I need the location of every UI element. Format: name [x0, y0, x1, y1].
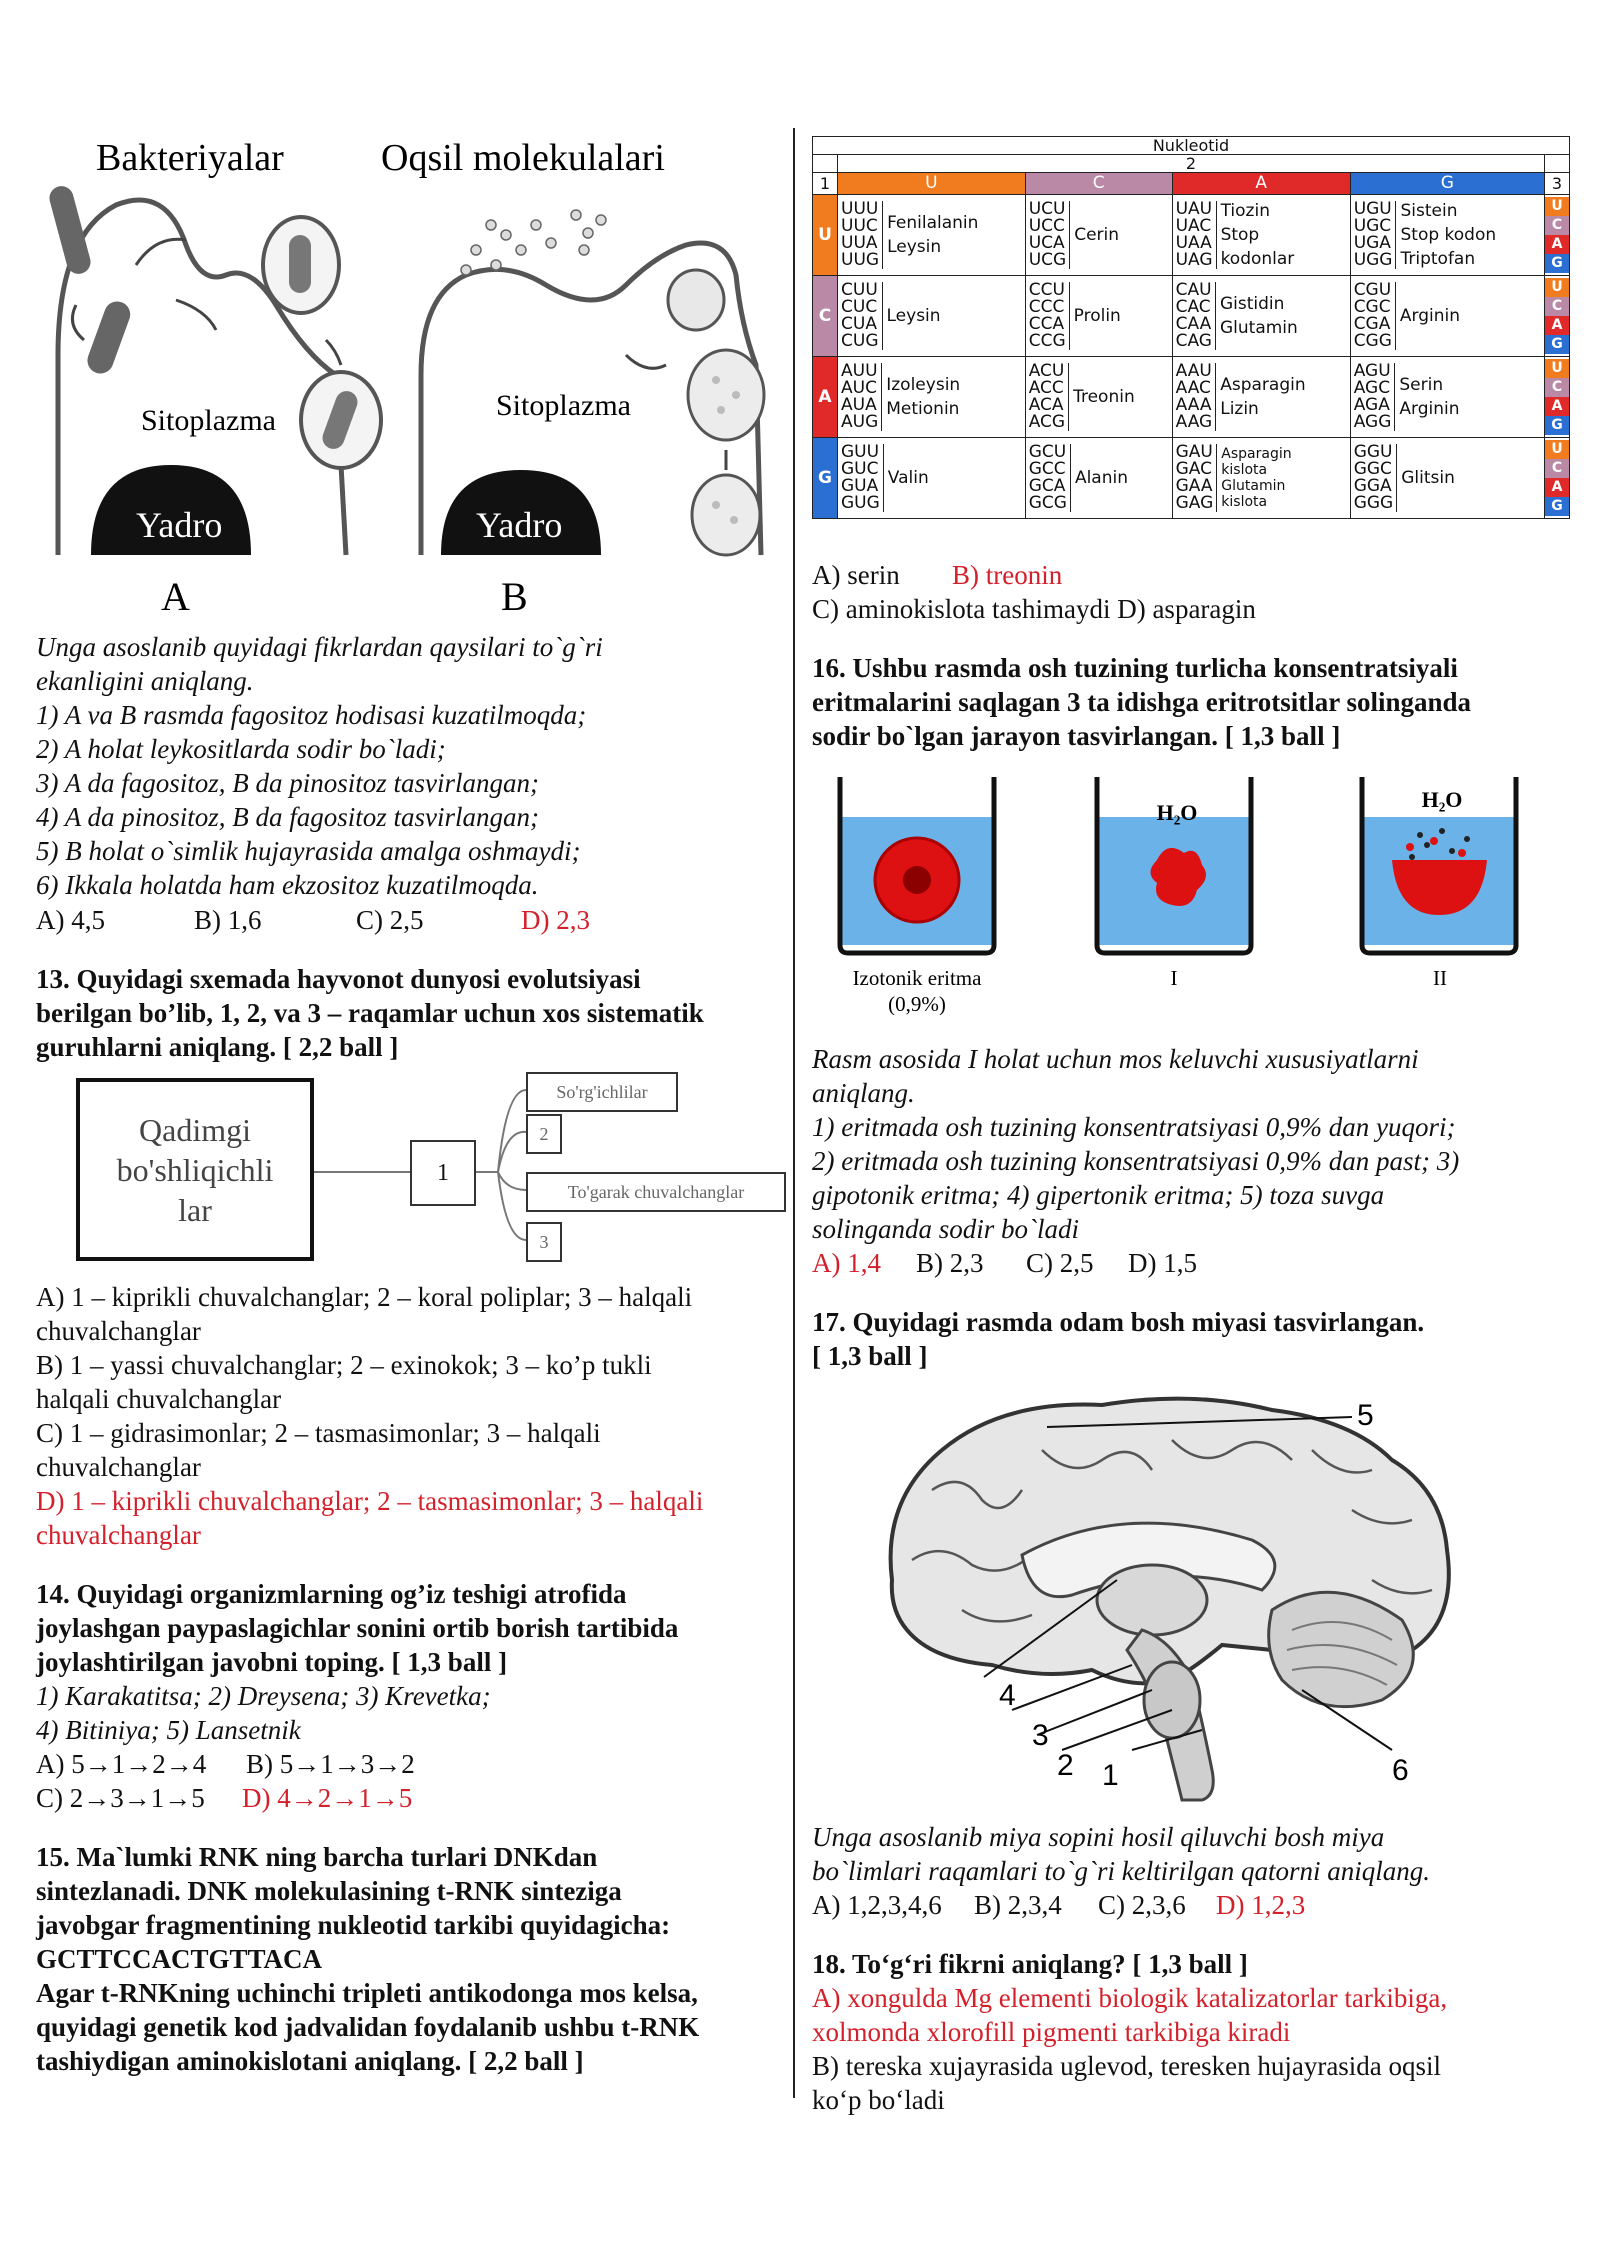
- codon: GUG: [841, 493, 880, 513]
- beaker1-label: Izotonik eritma: [852, 966, 982, 990]
- q17-prompt: bo`limlari raqamlari to`g`ri keltirilgan qatorni aniqlang.: [812, 1856, 1431, 1886]
- codon: UCA: [1028, 233, 1065, 253]
- third-base: G: [1545, 497, 1569, 516]
- codon: UUA: [841, 233, 878, 253]
- q16-option-a-correct: A) 1,4: [812, 1248, 881, 1278]
- codon: CGG: [1353, 331, 1392, 351]
- q13-title: guruhlarni aniqlang. [ 2,2 ball ]: [36, 1032, 399, 1062]
- codon-table-row: [813, 357, 1570, 438]
- brain-figure: [872, 1380, 1512, 1810]
- q17-prompt: Unga asoslanib miya sopini hosil qiluvchi bosh miya: [812, 1822, 1385, 1852]
- codon: AGU: [1353, 361, 1391, 381]
- row-first-base: G: [813, 438, 838, 519]
- codon: GGA: [1353, 476, 1392, 496]
- col-head-g: G: [1350, 173, 1544, 195]
- codon: GCA: [1028, 476, 1066, 496]
- h2o-label-1: H₂O: [1156, 800, 1198, 825]
- diagram-root-box: [76, 1078, 314, 1261]
- row-first-base: U: [813, 195, 838, 276]
- q13-option-d-cont: chuvalchanglar: [36, 1520, 201, 1550]
- amino-acid: Arginin: [1399, 399, 1460, 419]
- q13-option-b: B) 1 – yassi chuvalchanglar; 2 – exinokok; 3 – ko’p tukli: [36, 1350, 652, 1380]
- amino-acid: Leysin: [886, 306, 941, 326]
- codon: AUC: [841, 378, 877, 398]
- q14-title: joylashgan paypaslagichlar sonini ortib borish tartibida: [36, 1613, 679, 1643]
- q16-title: sodir bo`lgan jarayon tasvirlangan. [ 1,3 ball ]: [812, 721, 1341, 751]
- codon: GCU: [1028, 442, 1067, 462]
- q17-option-a: A) 1,2,3,4,6: [812, 1890, 942, 1920]
- q16-prompt: 1) eritmada osh tuzining konsentratsiyasi 0,9% dan yuqori;: [812, 1112, 1456, 1142]
- third-base: C: [1545, 216, 1569, 235]
- q16-prompt: aniqlang.: [812, 1078, 915, 1108]
- amino-acid: Serin: [1399, 375, 1444, 395]
- codon: AGA: [1353, 395, 1390, 415]
- beaker1-sublabel: (0,9%): [888, 992, 946, 1015]
- amino-acid: kislota: [1221, 494, 1268, 510]
- third-base: U: [1545, 440, 1569, 459]
- codon-cell: [1172, 276, 1350, 357]
- q15-text: quyidagi genetik kod jadvalidan foydalanib ushbu t-RNK: [36, 2012, 700, 2042]
- amino-acid: Lizin: [1220, 399, 1259, 419]
- brain-label-6: 6: [1392, 1754, 1409, 1787]
- q12-option-b: B) 1,6: [194, 905, 262, 935]
- codon-cell: [1172, 195, 1350, 276]
- q14-option-a: A) 5→1→2→4: [36, 1749, 207, 1779]
- amino-acid: Metionin: [886, 399, 960, 419]
- codon: UCG: [1028, 250, 1067, 270]
- codon: ACG: [1028, 412, 1066, 432]
- table-header: Nukleotid: [813, 137, 1570, 155]
- codon-cell: [1172, 357, 1350, 438]
- column-divider: [793, 128, 795, 2098]
- table-pos1: 1: [813, 173, 838, 195]
- row-first-base: C: [813, 276, 838, 357]
- codon: UGC: [1353, 216, 1392, 236]
- q18-option-b-cont: ko‘p bo‘ladi: [812, 2085, 945, 2115]
- codon: CUG: [841, 331, 879, 351]
- q13-option-a: A) 1 – kiprikli chuvalchanglar; 2 – koral poliplar; 3 – halqali: [36, 1282, 693, 1312]
- third-base: G: [1545, 335, 1569, 354]
- row-third-bases: [1545, 357, 1570, 438]
- codon: CUA: [841, 314, 877, 334]
- q12-statement: 6) Ikkala holatda ham ekzositoz kuzatilmoqda.: [36, 870, 539, 900]
- q15-option-a: A) serin: [812, 560, 900, 590]
- root-text-line: Qadimgi: [139, 1111, 251, 1148]
- row-first-base: A: [813, 357, 838, 438]
- beaker2-label: I: [1170, 966, 1178, 990]
- q12-statement: 5) B holat o`simlik hujayrasida amalga oshmaydi;: [36, 836, 581, 866]
- codon-cell: [1350, 438, 1544, 519]
- brain-label-4: 4: [999, 1679, 1016, 1712]
- codon: GUC: [841, 459, 879, 479]
- q13-title: berilgan bo’lib, 1, 2, va 3 – raqamlar uchun xos sistematik: [36, 998, 704, 1028]
- codon: CGC: [1353, 297, 1391, 317]
- codon-cell: [1172, 438, 1350, 519]
- codon: UGG: [1353, 250, 1393, 270]
- q12-statement: 4) A da pinositoz, B da fagositoz tasvirlangan;: [36, 802, 540, 832]
- codon: GCC: [1028, 459, 1066, 479]
- amino-acid: Glutamin: [1221, 478, 1286, 494]
- codon: GAA: [1175, 476, 1213, 496]
- codon: AAG: [1175, 412, 1213, 432]
- third-base: A: [1545, 397, 1569, 416]
- third-base: C: [1545, 459, 1569, 478]
- amino-acid: Arginin: [1399, 306, 1461, 326]
- q13-option-a-cont: chuvalchanglar: [36, 1316, 201, 1346]
- codon-cell: [1350, 357, 1544, 438]
- cytoplasm-label-b: Sitoplazma: [496, 389, 631, 422]
- q16-option-b: B) 2,3: [916, 1248, 984, 1278]
- q16-prompt: Rasm asosida I holat uchun mos keluvchi xususiyatlarni: [812, 1044, 1419, 1074]
- figure-label-b: B: [501, 574, 528, 619]
- codon: GCG: [1028, 493, 1067, 513]
- amino-acid: Izoleysin: [886, 375, 961, 395]
- codon-cell: [838, 438, 1026, 519]
- third-base: A: [1545, 235, 1569, 254]
- q15-option-b-correct: B) treonin: [952, 560, 1063, 590]
- q14-title: joylashtirilgan javobni toping. [ 1,3 ball ]: [36, 1647, 508, 1677]
- brain-label-2: 2: [1057, 1749, 1074, 1782]
- codon: UAA: [1175, 233, 1212, 253]
- q16-prompt: 2) eritmada osh tuzining konsentratsiyasi 0,9% dan past; 3): [812, 1146, 1460, 1176]
- q12-option-d-correct: D) 2,3: [521, 905, 590, 935]
- codon: UAG: [1175, 250, 1213, 270]
- q15-dna-sequence: GCTTCCACTGTTACA: [36, 1944, 323, 1974]
- codon-cell: [1350, 195, 1544, 276]
- codon: CAA: [1175, 314, 1212, 334]
- codon: AGC: [1353, 378, 1391, 398]
- amino-acid: Leysin: [887, 237, 942, 257]
- q15-text: 15. Ma`lumki RNK ning barcha turlari DNKdan: [36, 1842, 598, 1872]
- amino-acid: Prolin: [1073, 306, 1121, 326]
- col-head-u: U: [838, 173, 1026, 195]
- codon: UAU: [1175, 199, 1213, 219]
- codon: ACC: [1028, 378, 1064, 398]
- diagram-leaf-sorgichlilar: So'rg'ichlilar: [526, 1072, 678, 1112]
- q14-option-c: C) 2→3→1→5: [36, 1783, 205, 1813]
- codon: AUG: [841, 412, 879, 432]
- codon: ACA: [1028, 395, 1064, 415]
- codon-cell: [1025, 276, 1172, 357]
- col-head-a: A: [1172, 173, 1350, 195]
- amino-acid: kislota: [1221, 462, 1268, 478]
- row-third-bases: [1545, 276, 1570, 357]
- q12-statement: 1) A va B rasmda fagositoz hodisasi kuzatilmoqda;: [36, 700, 587, 730]
- q12-option-c: C) 2,5: [356, 905, 424, 935]
- amino-acid: Asparagin: [1220, 375, 1306, 395]
- codon-cell: [838, 357, 1026, 438]
- q16-prompt: gipotonik eritma; 4) gipertonik eritma; 5) toza suvga: [812, 1180, 1385, 1210]
- amino-acid: kodonlar: [1220, 249, 1295, 269]
- figure-label-a: A: [161, 574, 190, 619]
- q12-prompt-line1: Unga asoslanib quyidagi fikrlardan qaysilari to`g`ri: [36, 632, 603, 662]
- q13-option-d-correct: D) 1 – kiprikli chuvalchanglar; 2 – tasmasimonlar; 3 – halqali: [36, 1486, 704, 1516]
- fig-title-bacteria: Bakteriyalar: [96, 137, 284, 179]
- q14-option-b: B) 5→1→3→2: [246, 1749, 415, 1779]
- codon: CUU: [841, 280, 878, 300]
- codon: UGU: [1353, 199, 1392, 219]
- brain-label-3: 3: [1032, 1719, 1049, 1752]
- codon: AAU: [1175, 361, 1212, 381]
- codon: AUU: [841, 361, 878, 381]
- codon: GAC: [1175, 459, 1212, 479]
- third-base: C: [1545, 378, 1569, 397]
- codon-cell: [1025, 195, 1172, 276]
- amino-acid: Asparagin: [1221, 446, 1292, 462]
- codon: GAU: [1175, 442, 1213, 462]
- diagram-node-1: 1: [410, 1140, 476, 1206]
- q16-option-c: C) 2,5: [1026, 1248, 1094, 1278]
- q13-option-c-cont: chuvalchanglar: [36, 1452, 201, 1482]
- table-pos2: 2: [838, 155, 1545, 173]
- codon-table: [812, 136, 1570, 519]
- q16-title: 16. Ushbu rasmda osh tuzining turlicha konsentratsiyali: [812, 653, 1458, 683]
- q16-option-d: D) 1,5: [1128, 1248, 1197, 1278]
- codon: CGU: [1353, 280, 1392, 300]
- diagram-node-2: 2: [526, 1114, 562, 1154]
- q15-text: sintezlanadi. DNK molekulasining t-RNK sinteziga: [36, 1876, 622, 1906]
- q16-prompt: solinganda sodir bo`ladi: [812, 1214, 1080, 1244]
- codon: GAG: [1175, 493, 1214, 513]
- codon: GUA: [841, 476, 879, 496]
- codon: UCU: [1028, 199, 1066, 219]
- q18-option-a-correct: A) xongulda Mg elementi biologik katalizatorlar tarkibiga,: [812, 1983, 1448, 2013]
- amino-acid: Gistidin: [1219, 294, 1285, 314]
- codon: UAC: [1175, 216, 1212, 236]
- codon-table-row: [813, 438, 1570, 519]
- q17-option-b: B) 2,3,4: [974, 1890, 1062, 1920]
- codon: GUU: [841, 442, 880, 462]
- third-base: U: [1545, 359, 1569, 378]
- codon: CCG: [1028, 331, 1066, 351]
- amino-acid: Tiozin: [1220, 201, 1270, 221]
- q12-option-a: A) 4,5: [36, 905, 105, 935]
- genetic-code-table: [812, 136, 1570, 519]
- q12-statement: 2) A holat leykositlarda sodir bo`ladi;: [36, 734, 446, 764]
- third-base: A: [1545, 316, 1569, 335]
- q12-statement: 3) A da fagositoz, B da pinositoz tasvirlangan;: [36, 768, 540, 798]
- q14-items: 1) Karakatitsa; 2) Dreysena; 3) Krevetka;: [36, 1681, 491, 1711]
- third-base: U: [1545, 197, 1569, 216]
- fig-title-proteins: Oqsil molekulalari: [381, 137, 665, 179]
- q18-option-a-cont: xolmonda xlorofill pigmenti tarkibiga kiradi: [812, 2017, 1291, 2047]
- amino-acid: Cerin: [1074, 225, 1120, 245]
- codon-table-row: [813, 276, 1570, 357]
- q17-title: 17. Quyidagi rasmda odam bosh miyasi tasvirlangan.: [812, 1307, 1425, 1337]
- cytoplasm-label-a: Sitoplazma: [141, 404, 276, 437]
- codon: CAG: [1175, 331, 1212, 351]
- codon: CGA: [1353, 314, 1391, 334]
- q13-title: 13. Quyidagi sxemada hayvonot dunyosi evolutsiyasi: [36, 964, 641, 994]
- codon: ACU: [1028, 361, 1065, 381]
- diagram-node-3: 3: [526, 1222, 562, 1262]
- codon-cell: [838, 195, 1026, 276]
- row-third-bases: [1545, 195, 1570, 276]
- codon-cell: [1350, 276, 1544, 357]
- q17-option-c: C) 2,3,6: [1098, 1890, 1186, 1920]
- q14-items: 4) Bitiniya; 5) Lansetnik: [36, 1715, 301, 1745]
- nucleus-label-a: Yadro: [136, 505, 223, 545]
- amino-acid: Triptofan: [1400, 249, 1476, 269]
- q13-option-b-cont: halqali chuvalchanglar: [36, 1384, 282, 1414]
- codon: GGC: [1353, 459, 1392, 479]
- amino-acid: Treonin: [1073, 387, 1135, 407]
- q17-title: [ 1,3 ball ]: [812, 1341, 928, 1371]
- codon: CCC: [1028, 297, 1065, 317]
- codon: CAC: [1175, 297, 1211, 317]
- amino-acid: Stop: [1220, 225, 1260, 245]
- codon-cell: [1025, 357, 1172, 438]
- third-base: G: [1545, 416, 1569, 435]
- q12-prompt-line2: ekanligini aniqlang.: [36, 666, 254, 696]
- beaker3-label: II: [1433, 966, 1447, 990]
- nucleus-label-b: Yadro: [476, 505, 563, 545]
- evolution-diagram: [36, 1070, 786, 1270]
- amino-acid: Sistein: [1400, 201, 1458, 221]
- amino-acid: Glutamin: [1219, 318, 1298, 338]
- q15-text: tashiydigan aminokislotani aniqlang. [ 2,2 ball ]: [36, 2046, 584, 2076]
- codon-cell: [838, 276, 1026, 357]
- row-third-bases: [1545, 438, 1570, 519]
- q16-title: eritmalarini saqlagan 3 ta idishga eritrotsitlar solinganda: [812, 687, 1472, 717]
- table-pos3: 3: [1545, 173, 1570, 195]
- codon: AGG: [1353, 412, 1392, 432]
- q15-text: javobgar fragmentining nukleotid tarkibi quyidagicha:: [36, 1910, 671, 1940]
- codon: CAU: [1175, 280, 1212, 300]
- q18-option-b: B) tereska xujayrasida uglevod, teresken hujayrasida oqsil: [812, 2051, 1442, 2081]
- amino-acid: Stop kodon: [1400, 225, 1497, 245]
- q15-option-cd: C) aminokislota tashimaydi D) asparagin: [812, 594, 1256, 624]
- codon: GGU: [1353, 442, 1393, 462]
- codon: CCA: [1028, 314, 1065, 334]
- root-text-line: lar: [178, 1191, 212, 1228]
- brain-label-5: 5: [1357, 1399, 1374, 1432]
- q18-title: 18. To‘g‘ri fikrni aniqlang? [ 1,3 ball ]: [812, 1949, 1248, 1979]
- codon: GGG: [1353, 493, 1394, 513]
- codon-table-row: [813, 195, 1570, 276]
- codon: AAC: [1175, 378, 1211, 398]
- codon: UUG: [841, 250, 880, 270]
- codon: UUC: [841, 216, 878, 236]
- third-base: A: [1545, 478, 1569, 497]
- third-base: C: [1545, 297, 1569, 316]
- amino-acid: Glitsin: [1401, 468, 1455, 488]
- codon: UCC: [1028, 216, 1065, 236]
- amino-acid: Valin: [887, 468, 929, 488]
- q15-text: Agar t-RNKning uchinchi tripleti antikodonga mos kelsa,: [36, 1978, 698, 2008]
- third-base: G: [1545, 254, 1569, 273]
- codon: AAA: [1175, 395, 1212, 415]
- q13-option-c: C) 1 – gidrasimonlar; 2 – tasmasimonlar; 3 – halqali: [36, 1418, 601, 1448]
- amino-acid: Alanin: [1074, 468, 1128, 488]
- codon: CUC: [841, 297, 878, 317]
- third-base: U: [1545, 278, 1569, 297]
- amino-acid: Fenilalanin: [887, 213, 979, 233]
- codon-cell: [1025, 438, 1172, 519]
- codon: AUA: [841, 395, 877, 415]
- q14-option-d-correct: D) 4→2→1→5: [242, 1783, 413, 1813]
- h2o-label-2: H₂O: [1421, 787, 1463, 812]
- q14-title: 14. Quyidagi organizmlarning og’iz teshigi atrofida: [36, 1579, 627, 1609]
- codon: CCU: [1028, 280, 1065, 300]
- codon: UGA: [1353, 233, 1391, 253]
- brain-label-1: 1: [1102, 1759, 1119, 1792]
- endocytosis-figure: [36, 125, 786, 625]
- q17-option-d-correct: D) 1,2,3: [1216, 1890, 1306, 1920]
- erythrocyte-beakers-figure: [812, 765, 1570, 1015]
- col-head-c: C: [1025, 173, 1172, 195]
- diagram-leaf-togarak: To'garak chuvalchanglar: [526, 1172, 786, 1212]
- root-text-line: bo'shliqichli: [116, 1151, 274, 1188]
- codon: UUU: [841, 199, 879, 219]
